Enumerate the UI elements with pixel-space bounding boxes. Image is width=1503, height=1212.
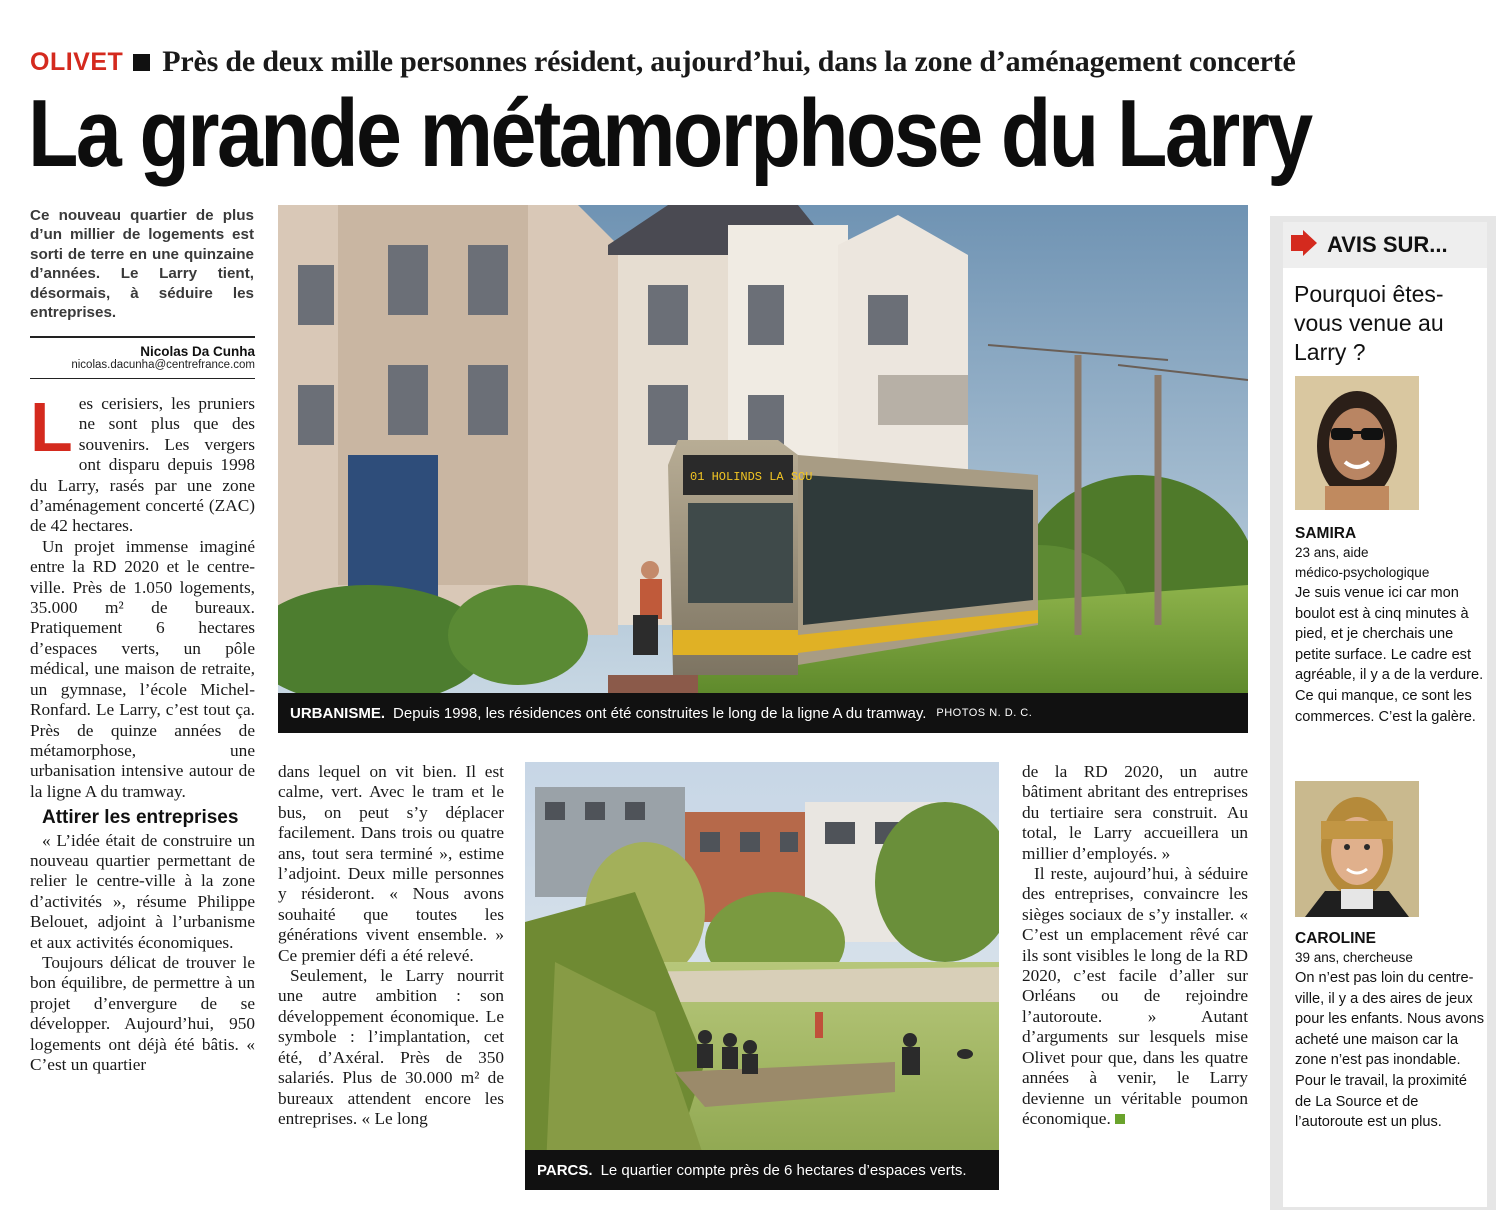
- headline: La grande métamorphose du Larry: [28, 80, 1311, 187]
- person-quote: On n’est pas loin du centre-ville, il y a des aires de jeux pour les enfants. Nous avons acheté une maison car la zone n’est pas inondable. Pour le travail, la proximité de La Source et de l’autoroute est un plus.: [1295, 970, 1485, 1131]
- person-caroline: [1295, 930, 1485, 1133]
- sidebar-question: Pourquoi êtes-vous venue au Larry ?: [1294, 281, 1444, 365]
- photo-caption-urbanisme: [278, 693, 1248, 733]
- article-paragraph: de la RD 2020, un autre bâtiment abritant des entreprises du tertiaire sera construit. Au total, le Larry accueillera un millier d’employés. »: [1022, 762, 1248, 863]
- person-samira: [1295, 525, 1485, 727]
- photo-credit: PHOTOS N. D. C.: [936, 707, 1033, 719]
- byline-rule-top: [30, 336, 255, 338]
- arrow-right-icon: [1289, 230, 1319, 261]
- tramway-illustration: [278, 205, 1248, 693]
- article-paragraph: Les cerisiers, les pruniers ne sont plus que des souvenirs. Les vergers ont disparu depuis 1998 du Larry, rasés par une zone d’aménagement concerté (ZAC) de 42 hectares.: [30, 388, 255, 536]
- sidebar-header: [1283, 222, 1487, 268]
- article-paragraph: Seulement, le Larry nourrit une autre ambition : son développement économique. Le symbole : l’implantation, cet été, d’Axéral. Près de 350 salariés. Plus de 30.000 m² de bureaux attendent encore les entreprises. « Le long: [278, 966, 504, 1128]
- dropcap: L: [30, 388, 73, 466]
- article-paragraph: Toujours délicat de trouver le bon équilibre, de permettre à un projet d’envergure de se développer. Aujourd’hui, 950 logements ont déjà été bâtis. « C’est un quartier: [30, 952, 255, 1074]
- byline: [30, 344, 255, 371]
- kicker-deck: Près de deux mille personnes résident, aujourd’hui, dans la zone d’aménagement concerté: [162, 45, 1296, 78]
- person-info: médico-psychologique: [1295, 565, 1430, 580]
- article-paragraph: dans lequel on vit bien. Il est calme, vert. Avec le tram et le bus, on peut s’y déplacer facilement. Dans trois ou quatre ans, tout sera terminé », estime l’adjoint. Deux mille personnes y résideront. « Nous avons souhaité que toutes les générations vivent ensemble. » Ce premier défi a été relevé.: [278, 762, 504, 965]
- article-column-1: [30, 388, 255, 1075]
- kicker-square-icon: [133, 54, 150, 71]
- caption-label: URBANISME.: [290, 704, 386, 722]
- sidebar-title: AVIS SUR...: [1327, 232, 1448, 257]
- caption-text: Le quartier compte près de 6 hectares d’espaces verts.: [600, 1161, 967, 1179]
- photo-parks: [525, 762, 999, 1190]
- photo-tramway: [278, 205, 1248, 693]
- person-name: CAROLINE: [1295, 930, 1376, 947]
- tram-destination-sign: 01 HOLINDS LA SOU: [690, 470, 813, 484]
- byline-email[interactable]: nicolas.dacunha@centrefrance.com: [71, 359, 255, 371]
- article-column-3: [1022, 762, 1248, 1129]
- park-illustration: [525, 762, 999, 1190]
- kicker-location: OLIVET: [30, 47, 124, 76]
- person-name: SAMIRA: [1295, 525, 1357, 542]
- person-info: 39 ans, chercheuse: [1295, 950, 1413, 965]
- article-paragraph: Un projet immense imaginé entre la RD 2020 et le centre-ville. Près de 1.050 logements, 35.000 m² de bureaux. Pratiquement 6 hectares d’espaces verts, un pôle médical, une maison de retraite, un gymnase, l’école Michel-Ronfard. Le Larry, c’est tout ça. Près de quinze années de métamorphose, une urbanisation intensive autour de la ligne A du tramway.: [30, 536, 255, 801]
- caption-label: PARCS.: [537, 1161, 593, 1179]
- portrait-samira: [1295, 376, 1419, 510]
- person-quote: Je suis venue ici car mon boulot est à cinq minutes à pied, et je cherchais une petite surface. Le cadre est agréable, il y a de la verdure. Ce qui manque, ce sont les commerces. C’est la galère.: [1295, 585, 1484, 725]
- lead-paragraph: Ce nouveau quartier de plus d’un millier de logements est sorti de terre en une quinzaine d’années. Le Larry tient, désormais, à séduire les entreprises.: [30, 207, 254, 322]
- portrait-caroline: [1295, 781, 1419, 917]
- article-column-2: [278, 762, 504, 1129]
- person-info: 23 ans, aide: [1295, 545, 1369, 560]
- byline-name: Nicolas Da Cunha: [140, 344, 255, 359]
- kicker: [30, 44, 1296, 80]
- article-paragraph: Il reste, aujourd’hui, à séduire des entreprises, convaincre les sièges sociaux de s’y installer. « C’est un emplacement rêvé car ils sont visibles le long de la RD 2020, c’est facile d’aller sur Orléans ou de rejoindre l’autoroute. » Autant d’arguments sur lesquels mise Olivet pour que, dans les quatre années à venir, le Larry devienne un véritable poumon économique.: [1022, 864, 1248, 1128]
- byline-rule-bottom: [30, 378, 255, 379]
- subheading: Attirer les entreprises: [42, 807, 239, 829]
- end-marker-icon: [1115, 1114, 1125, 1124]
- caption-text: Depuis 1998, les résidences ont été construites le long de la ligne A du tramway.: [393, 704, 927, 722]
- photo-caption-parcs: [525, 1150, 999, 1190]
- article-paragraph: « L’idée était de construire un nouveau quartier permettant de relier le centre-ville à la zone d’activités », résume Philippe Belouet, adjoint à l’urbanisme et aux activités économiques.: [30, 830, 255, 952]
